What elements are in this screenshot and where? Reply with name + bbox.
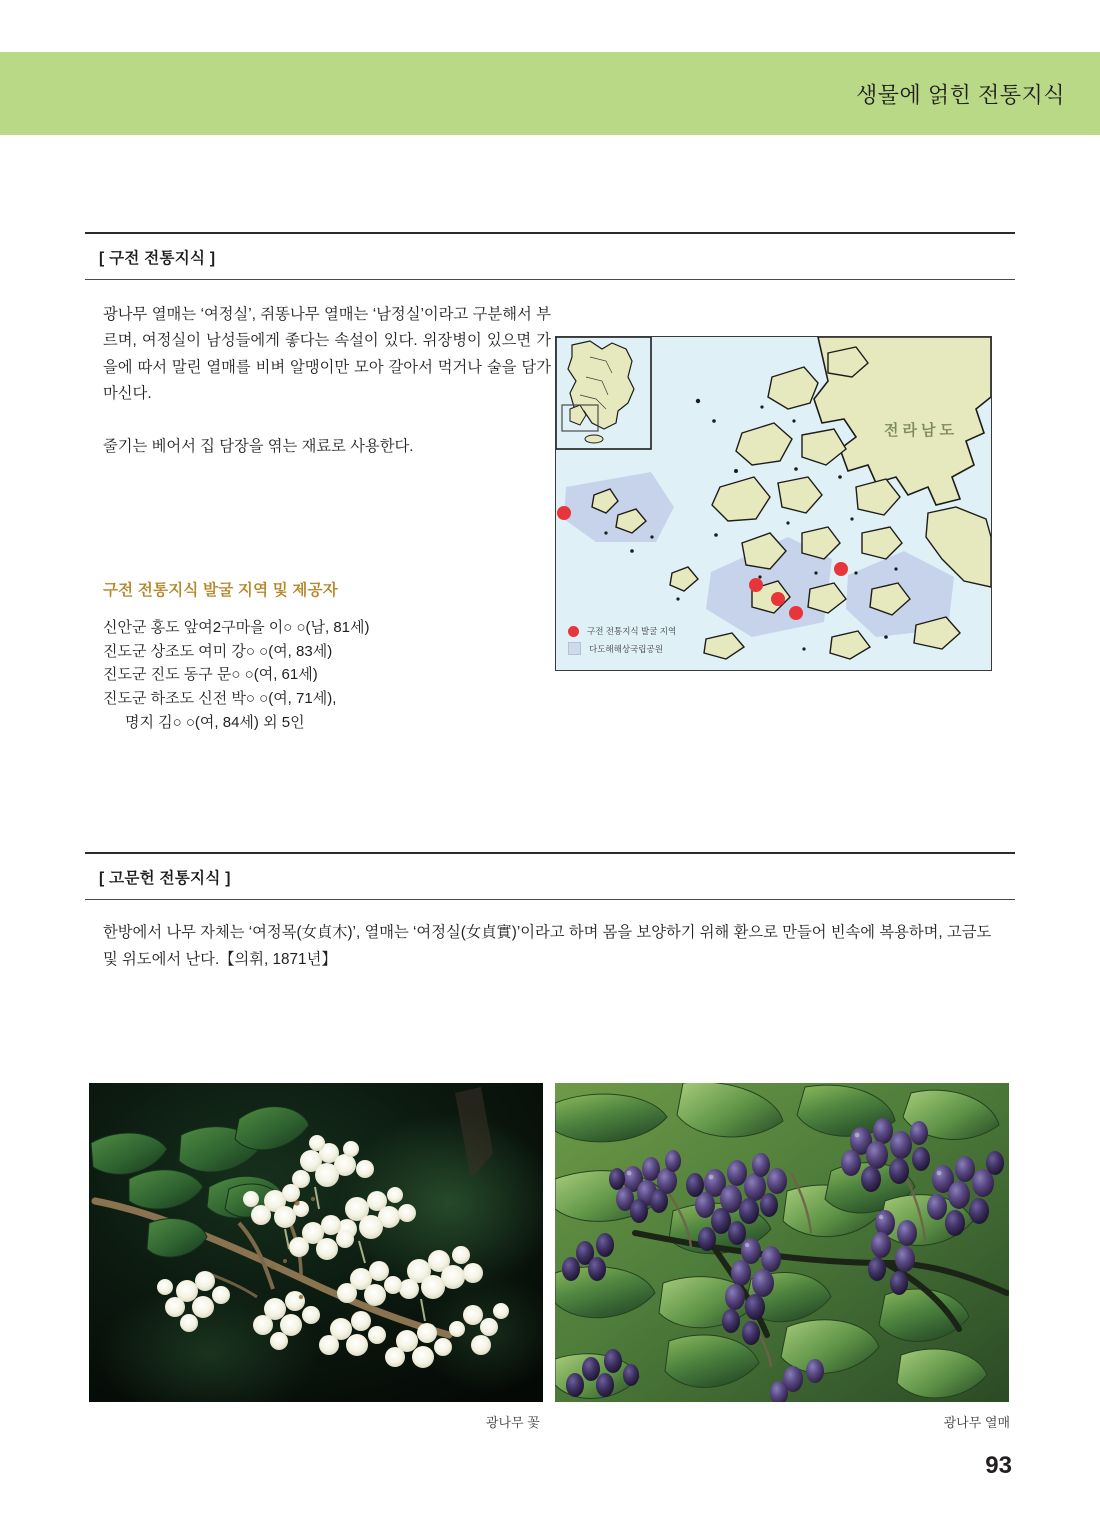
survey-point <box>771 592 785 606</box>
distribution-map <box>555 336 992 671</box>
list-item: 진도군 진도 동구 문○ ○(여, 61세) <box>103 666 318 684</box>
flower-photo-graphic <box>89 1083 543 1402</box>
photo-caption-flower: 광나무 꽃 <box>486 1415 540 1430</box>
contributors-list <box>103 616 573 734</box>
red-dot-icon <box>568 626 579 637</box>
photo-gwangnamu-flower <box>89 1083 543 1402</box>
literature-text-block <box>85 900 1015 974</box>
page-header-band <box>0 52 1100 135</box>
list-item: 진도군 상조도 여미 강○ ○(여, 83세) <box>103 642 333 660</box>
survey-point <box>789 606 803 620</box>
page-number: 93 <box>985 1452 1012 1479</box>
list-item: 신안군 홍도 앞여2구마을 이○ ○(남, 81세) <box>103 619 370 636</box>
legend-item-national-park <box>568 642 676 655</box>
page-header-title: 생물에 얽힌 전통지식 <box>856 82 1065 107</box>
photo-captions <box>89 1412 1010 1434</box>
survey-point <box>557 506 571 520</box>
oral-paragraph-1: 광나무 열매는 ‘여정실’, 쥐똥나무 열매는 ‘남정실’이라고 구분해서 부르며, 여정실이 남성들에게 좋다는 속설이 있다. 위장병이 있으면 가을에 따서 말린 열매를 비벼 알맹이만 모아 갈아서 먹거나 술을 담가 마신다. <box>103 306 551 402</box>
literature-knowledge-section <box>85 852 1015 974</box>
legend-item-survey-area <box>568 625 676 637</box>
list-item: 진도군 하조도 신전 박○ ○(여, 71세), <box>103 690 337 708</box>
map-region-label: 전라남도 <box>884 422 958 439</box>
legend-label: 다도해해상국립공원 <box>589 643 663 654</box>
photo-caption-fruit: 광나무 열매 <box>943 1415 1010 1430</box>
photo-gwangnamu-fruit <box>555 1083 1009 1402</box>
contributors-heading: 구전 전통지식 발굴 지역 및 제공자 <box>103 582 338 599</box>
korea-inset <box>556 337 651 449</box>
literature-section-title: [ 고문헌 전통지식 ] <box>99 870 231 887</box>
oral-knowledge-section <box>85 232 1015 812</box>
map-legend <box>568 620 676 655</box>
survey-point <box>834 562 848 576</box>
list-item: 명지 김○ ○(여, 84세) 외 5인 <box>125 713 305 731</box>
blue-square-icon <box>568 642 581 655</box>
oral-section-title: [ 구전 전통지식 ] <box>99 250 216 267</box>
oral-text-block <box>103 302 551 460</box>
fruit-photo-graphic <box>555 1083 1009 1402</box>
oral-section-body <box>85 280 1015 812</box>
survey-point <box>749 578 763 592</box>
legend-label: 구전 전통지식 발굴 지역 <box>587 626 677 636</box>
photo-row <box>89 1083 1010 1402</box>
oral-paragraph-2: 줄기는 베어서 집 담장을 엮는 재료로 사용한다. <box>103 438 414 456</box>
literature-paragraph: 한방에서 나무 자체는 ‘여정목(女貞木)’, 열매는 ‘여정실(女貞實)’이라고 하며 몸을 보양하기 위해 환으로 만들어 빈속에 복용하며, 고금도 및 위도에서 난다.【의휘, 1871년】 <box>103 924 992 968</box>
